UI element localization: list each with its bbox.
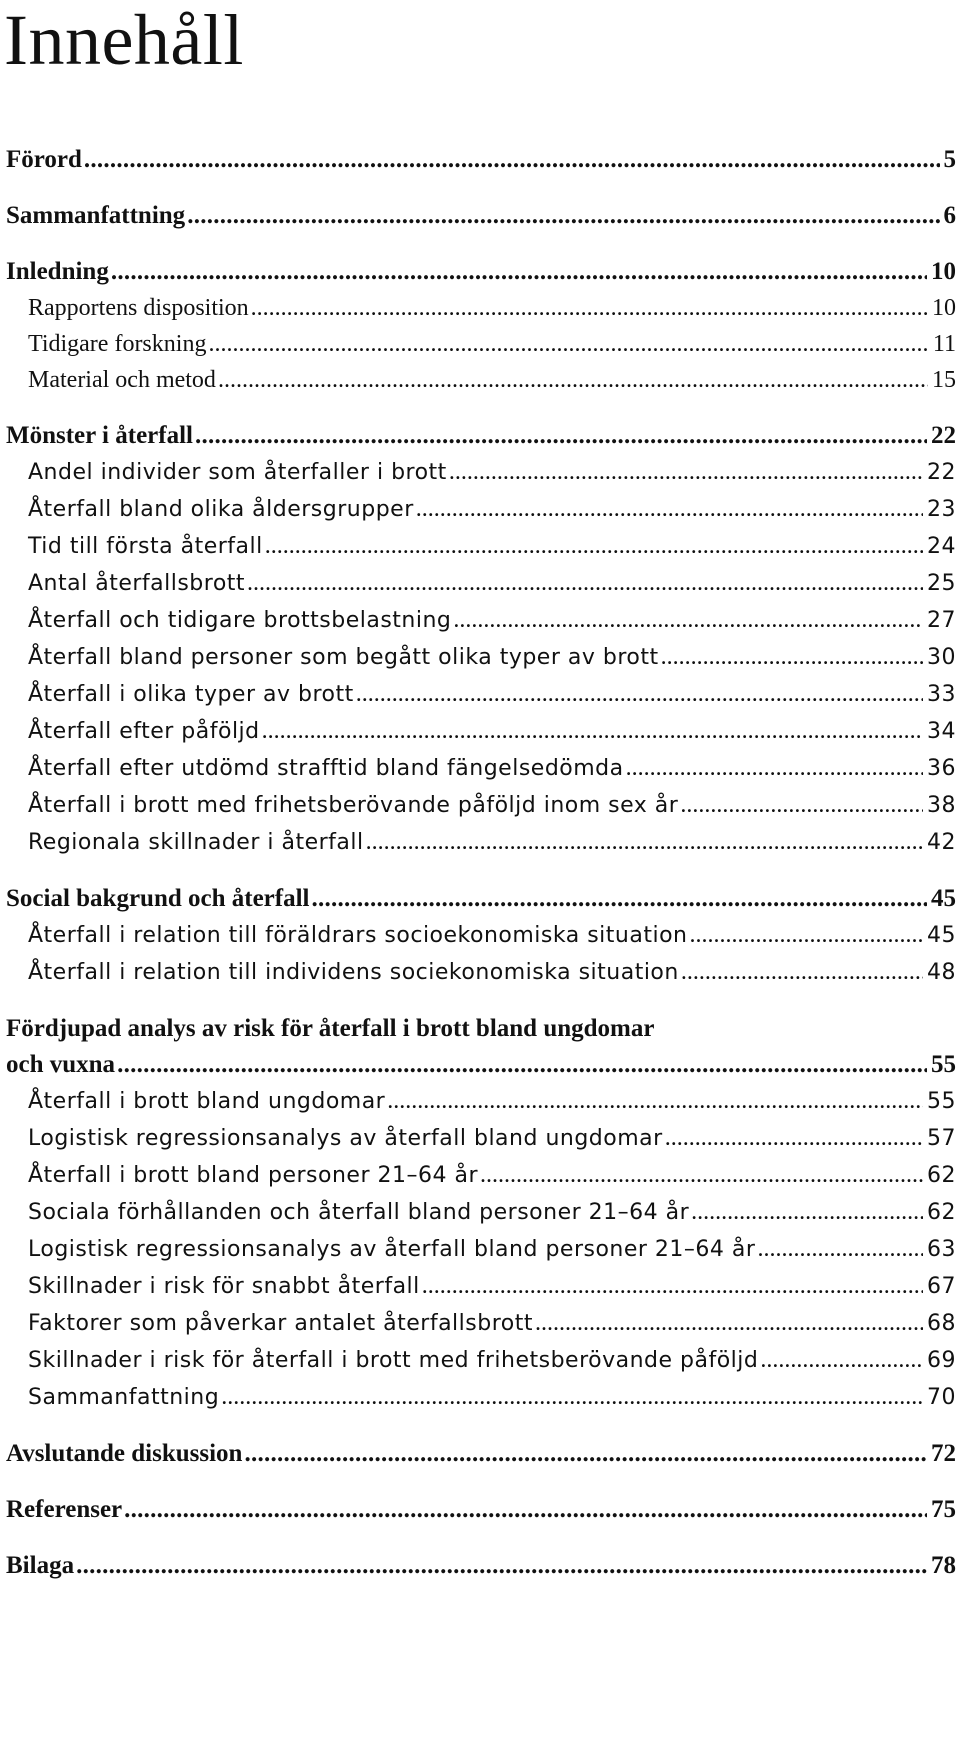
toc-chapter-entry[interactable]	[6, 142, 956, 178]
toc-page-number: 55	[931, 1051, 956, 1078]
toc-entry-title: Återfall och tidigare brottsbelastning	[28, 608, 452, 633]
toc-page-number: 10	[931, 258, 956, 285]
dot-leader	[251, 290, 928, 326]
toc-page-number: 34	[927, 719, 956, 744]
toc-chapter-entry[interactable]	[6, 198, 956, 234]
toc-entry-title: Återfall i olika typer av brott	[28, 682, 354, 707]
toc-section-entry[interactable]	[6, 1342, 956, 1379]
toc-section-entry[interactable]	[6, 824, 956, 861]
toc-entry-title: Skillnader i risk för återfall i brott med frihetsberövande påföljd	[28, 1348, 759, 1373]
dot-leader	[689, 917, 923, 953]
section-gap	[6, 861, 956, 881]
dot-leader	[680, 787, 923, 823]
toc-page-number: 33	[927, 682, 956, 707]
toc-page-number: 42	[927, 830, 956, 855]
dot-leader	[244, 1436, 927, 1472]
dot-leader	[84, 142, 940, 178]
toc-page-number: 62	[927, 1163, 956, 1188]
dot-leader	[187, 198, 939, 234]
toc-page-number: 70	[927, 1385, 956, 1410]
toc-entry-title: Faktorer som påverkar antalet återfallsbrott	[28, 1311, 533, 1336]
toc-page-number: 27	[927, 608, 956, 633]
dot-leader	[626, 750, 923, 786]
toc-section-entry[interactable]	[6, 1379, 956, 1416]
dot-leader	[387, 1083, 923, 1119]
toc-page-number: 62	[927, 1200, 956, 1225]
dot-leader	[665, 1120, 923, 1156]
toc-page-number: 57	[927, 1126, 956, 1151]
dot-leader	[218, 362, 928, 398]
toc-entry-title: Inledning	[6, 258, 109, 285]
toc-section-entry[interactable]	[6, 1120, 956, 1157]
toc-entry-title: Tidigare forskning	[28, 331, 207, 357]
toc-entry-title: Återfall bland olika åldersgrupper	[28, 497, 414, 522]
toc-entry-title: Bilaga	[6, 1552, 75, 1579]
toc-entry-title: Återfall i brott med frihetsberövande påföljd inom sex år	[28, 793, 679, 818]
toc-section-entry[interactable]	[6, 750, 956, 787]
toc-section-entry[interactable]	[6, 362, 956, 398]
section-gap	[6, 1528, 956, 1548]
toc-entry-title: Förord	[6, 146, 82, 173]
toc-page-number: 10	[932, 295, 956, 321]
toc-page-number: 38	[927, 793, 956, 818]
toc-chapter-entry[interactable]	[6, 1548, 956, 1584]
dot-leader	[76, 1548, 927, 1584]
toc-entry-title: Återfall i relation till föräldrars socioekonomiska situation	[28, 923, 688, 948]
dot-leader	[760, 1342, 923, 1378]
toc-chapter-entry[interactable]	[6, 418, 956, 454]
toc-entry-title: Avslutande diskussion	[6, 1440, 243, 1467]
toc-entry-title: Material och metod	[28, 367, 216, 393]
toc-page-number: 55	[927, 1089, 956, 1114]
toc-page-number: 24	[927, 534, 956, 559]
toc-page-number: 78	[931, 1552, 956, 1579]
toc-page-number: 6	[943, 202, 956, 229]
dot-leader	[480, 1157, 923, 1193]
toc-section-entry[interactable]	[6, 639, 956, 676]
toc-chapter-entry[interactable]	[6, 1436, 956, 1472]
toc-page-number: 75	[931, 1496, 956, 1523]
toc-section-entry[interactable]	[6, 954, 956, 991]
dot-leader	[208, 326, 928, 362]
toc-entry-title: Återfall efter påföljd	[28, 719, 260, 744]
toc-page-number: 22	[927, 460, 956, 485]
toc-page-number: 36	[927, 756, 956, 781]
toc-section-entry[interactable]	[6, 713, 956, 750]
table-of-contents	[6, 142, 956, 1584]
toc-section-entry[interactable]	[6, 1268, 956, 1305]
dot-leader	[262, 713, 923, 749]
dot-leader	[312, 881, 928, 917]
toc-section-entry[interactable]	[6, 565, 956, 602]
section-gap	[6, 178, 956, 198]
toc-page-number: 63	[927, 1237, 956, 1262]
toc-section-entry[interactable]	[6, 326, 956, 362]
toc-chapter-entry[interactable]	[6, 1047, 956, 1083]
toc-section-entry[interactable]	[6, 290, 956, 326]
dot-leader	[757, 1231, 923, 1267]
toc-entry-title: Tid till första återfall	[28, 534, 263, 559]
dot-leader	[422, 1268, 923, 1304]
dot-leader	[117, 1047, 927, 1083]
toc-chapter-entry[interactable]	[6, 881, 956, 917]
toc-section-entry[interactable]	[6, 676, 956, 713]
toc-section-entry[interactable]	[6, 1083, 956, 1120]
dot-leader	[265, 528, 923, 564]
toc-entry-title: Sammanfattning	[6, 202, 186, 229]
toc-entry-title: Återfall i relation till individens sociekonomiska situation	[28, 960, 679, 985]
toc-page-number: 11	[932, 331, 956, 357]
toc-entry-title: Logistisk regressionsanalys av återfall bland personer 21–64 år	[28, 1237, 756, 1262]
toc-entry-title: Referenser	[6, 1496, 123, 1523]
toc-section-entry[interactable]	[6, 1194, 956, 1231]
dot-leader	[681, 954, 923, 990]
toc-section-entry[interactable]	[6, 917, 956, 954]
dot-leader	[124, 1492, 927, 1528]
page-title: Innehåll	[4, 0, 244, 80]
toc-section-entry[interactable]	[6, 787, 956, 824]
dot-leader	[111, 254, 927, 290]
toc-page-number: 23	[927, 497, 956, 522]
toc-chapter-entry[interactable]	[6, 1492, 956, 1528]
toc-page-number: 30	[927, 645, 956, 670]
toc-entry-title: Social bakgrund och återfall	[6, 885, 310, 912]
toc-page-number: 25	[927, 571, 956, 596]
toc-page-number: 5	[943, 146, 956, 173]
section-gap	[6, 1416, 956, 1436]
dot-leader	[453, 602, 923, 638]
toc-entry-title: Sociala förhållanden och återfall bland personer 21–64 år	[28, 1200, 690, 1225]
dot-leader	[366, 824, 923, 860]
toc-entry-title: Mönster i återfall	[6, 422, 193, 449]
toc-section-entry[interactable]	[6, 1305, 956, 1342]
toc-section-entry[interactable]	[6, 602, 956, 639]
toc-page-number: 15	[932, 367, 956, 393]
toc-entry-title: Skillnader i risk för snabbt återfall	[28, 1274, 420, 1299]
dot-leader	[416, 491, 923, 527]
dot-leader	[247, 565, 923, 601]
toc-section-entry[interactable]	[6, 528, 956, 565]
dot-leader	[195, 418, 927, 454]
toc-entry-title: Regionala skillnader i återfall	[28, 830, 364, 855]
dot-leader	[221, 1379, 923, 1415]
toc-entry-title: Återfall i brott bland ungdomar	[28, 1089, 386, 1114]
toc-entry-title: Återfall efter utdömd strafftid bland fängelsedömda	[28, 756, 624, 781]
toc-page-number: 22	[931, 422, 956, 449]
toc-entry-title: Återfall i brott bland personer 21–64 år	[28, 1163, 478, 1188]
dot-leader	[449, 454, 923, 490]
toc-chapter-title-line: Fördjupad analys av risk för återfall i brott bland ungdomar	[6, 1015, 655, 1042]
toc-section-entry[interactable]	[6, 454, 956, 491]
toc-page-number: 67	[927, 1274, 956, 1299]
toc-entry-title: och vuxna	[6, 1051, 116, 1078]
toc-section-entry[interactable]	[6, 1231, 956, 1268]
toc-entry-title: Andel individer som återfaller i brott	[28, 460, 447, 485]
section-gap	[6, 398, 956, 418]
toc-page-number: 45	[931, 885, 956, 912]
dot-leader	[691, 1194, 923, 1230]
dot-leader	[356, 676, 923, 712]
toc-entry-title: Rapportens disposition	[28, 295, 249, 321]
toc-page-number: 69	[927, 1348, 956, 1373]
toc-page-number: 45	[927, 923, 956, 948]
toc-chapter-entry[interactable]	[6, 254, 956, 290]
toc-page-number: 68	[927, 1311, 956, 1336]
section-gap	[6, 1472, 956, 1492]
section-gap	[6, 234, 956, 254]
toc-page-number: 72	[931, 1440, 956, 1467]
dot-leader	[661, 639, 923, 675]
section-gap	[6, 991, 956, 1011]
toc-entry-title: Återfall bland personer som begått olika typer av brott	[28, 645, 659, 670]
toc-section-entry[interactable]	[6, 1157, 956, 1194]
toc-page-number: 48	[927, 960, 956, 985]
dot-leader	[535, 1305, 923, 1341]
toc-section-entry[interactable]	[6, 491, 956, 528]
toc-entry-title: Logistisk regressionsanalys av återfall bland ungdomar	[28, 1126, 663, 1151]
toc-entry-title: Antal återfallsbrott	[28, 571, 246, 596]
toc-entry-title: Sammanfattning	[28, 1385, 220, 1410]
